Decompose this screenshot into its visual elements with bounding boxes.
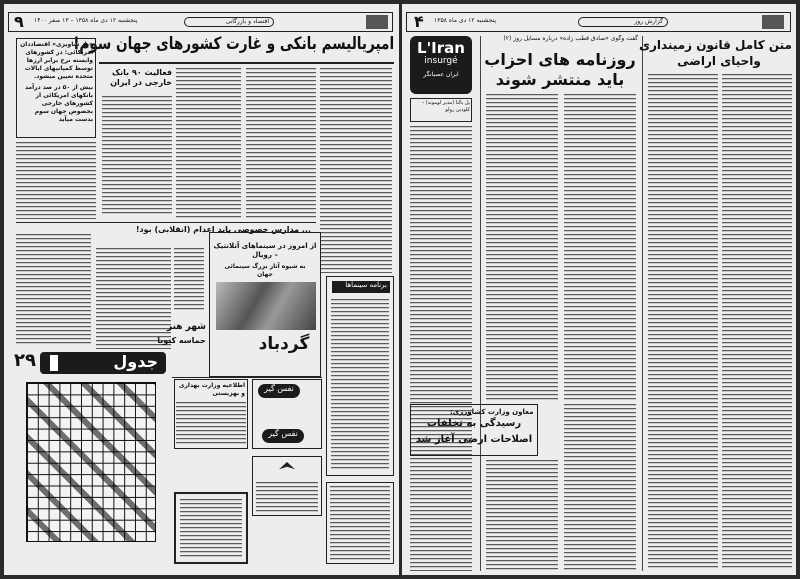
text-column xyxy=(180,499,242,557)
page-number: ۹ xyxy=(14,12,24,31)
text-column xyxy=(486,460,558,570)
crossword-number: ۲۹ xyxy=(14,350,36,371)
liran-title: L'Iran xyxy=(417,39,465,57)
date: پنجشنبه ۱۲ دی ماه ۱۳۵۸ – ۱۳ صفر ۱۴۰۰ xyxy=(34,17,138,24)
right-page xyxy=(402,4,796,575)
breathe-ad-label: نفس گیر xyxy=(268,429,298,438)
cinema-ad-line1: از امروز در سینماهای آتلانتیک – رویال xyxy=(213,242,317,259)
theatre-ad-subtitle: حماسه کنوبا xyxy=(157,336,206,345)
ministry-ad-text: اطلاعیه وزارت بهداری و بهزیستی xyxy=(178,382,245,397)
logo-icon xyxy=(366,15,388,29)
center-headline-line2: باید منتشر شوند xyxy=(495,70,625,89)
divider xyxy=(16,222,316,223)
cinema-program-title xyxy=(332,281,390,293)
text-column xyxy=(16,142,96,219)
column-divider xyxy=(480,36,481,571)
date: پنجشنبه ۱۲ دی ماه ۱۳۵۸ xyxy=(434,17,497,24)
theatre-ad-title: شهر هنر xyxy=(166,322,207,332)
text-column xyxy=(256,482,318,512)
text-column xyxy=(722,74,792,569)
center-headline-line1: روزنامه های احزاب xyxy=(484,50,636,69)
subhead: فعالیت ۹۰ بانک خارجی در ایران xyxy=(110,68,172,87)
section-label: اقتصاد و بازرگانی xyxy=(184,17,274,27)
logo-icon xyxy=(762,15,784,29)
schools-headline: ... مدارس خصوصی باید اعدام (انقلابی) بود! xyxy=(135,225,311,234)
text-column xyxy=(330,486,390,560)
text-column xyxy=(176,402,246,446)
column-divider xyxy=(642,36,643,571)
text-column xyxy=(320,68,392,273)
box-headline-line1: رسیدگی به تخلفات xyxy=(426,418,522,429)
text-column xyxy=(648,74,718,569)
liran-caption xyxy=(410,98,472,122)
sidebar-text: «پل ساویزی» اقتصاددان امریکائی: در کشورهای وابسته نرخ برابر ارزها توسط کمپانیهای ایالات متحده تعیین میشود. xyxy=(20,41,93,80)
caption-text: پل بالتا (مدیر لوموند) – کلودین رولو xyxy=(421,100,470,113)
text-column xyxy=(174,248,204,310)
liran-box xyxy=(410,36,472,94)
text-column xyxy=(16,234,91,344)
text-column xyxy=(564,404,636,570)
crossword-black-cells xyxy=(26,382,156,542)
right-headline-line2: واحیای اراضی xyxy=(677,54,761,68)
text-column xyxy=(96,248,171,349)
page-number: ۴ xyxy=(414,12,424,31)
cinema-ad-title: گردباد xyxy=(258,334,310,354)
box-headline-line2: اصلاحات ارضی آغاز شد xyxy=(415,434,533,445)
divider xyxy=(172,377,322,378)
checker-icon xyxy=(50,355,66,371)
section-label: گزارش روز xyxy=(578,17,668,27)
text-column xyxy=(176,68,241,218)
liran-persian: ایران عصیانگر xyxy=(423,71,459,78)
breathe-ad-title xyxy=(258,384,300,398)
breathe-ad-label: نفس گیر xyxy=(264,384,294,393)
cinema-ad-image xyxy=(216,282,316,330)
sidebar-text: بیش از ۵۰ در صد درآمد بانکهای امریکائی از کشورهای خارجی بخصوص جهان سوم بدست میآید xyxy=(24,84,93,123)
headline: امپریالیسم بانکی و غارت کشورهای جهان سوم! xyxy=(73,34,394,54)
sidebar-box xyxy=(16,38,96,138)
right-headline-line1: متن کامل قانون زمینداری xyxy=(638,38,792,52)
text-column xyxy=(564,94,636,401)
crossword-title: جدول xyxy=(113,352,158,371)
breathe-ad-title-2 xyxy=(262,429,304,443)
text-column xyxy=(486,94,558,401)
box-kicker: معاون وزارت کشاورزی: xyxy=(450,408,534,416)
text-column xyxy=(246,68,316,218)
crossword-header xyxy=(40,352,166,374)
text-column xyxy=(102,96,172,216)
divider xyxy=(99,62,394,64)
text-column xyxy=(410,126,472,571)
center-kicker: گفت وگوی «صادق قطب زاده» درباره مسایل روز (۲) xyxy=(503,35,638,42)
left-page xyxy=(4,4,399,575)
cinema-ad-line2: به شیوه آثار بزرگ سینمائی جهان xyxy=(224,263,306,278)
cinema-listings xyxy=(331,299,389,471)
cinema-program-label: برنامه سینماها xyxy=(345,281,387,289)
liran-subtitle: insurgé xyxy=(424,56,458,66)
